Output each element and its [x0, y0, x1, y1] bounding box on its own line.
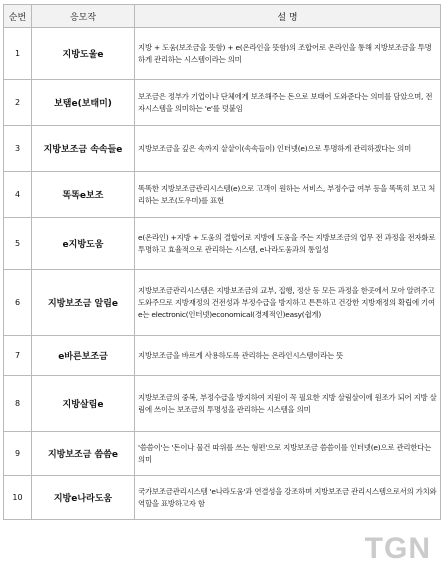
table-row: [4, 28, 441, 80]
row-desc: e(온라인) +지방 + 도움의 결합어로 지방에 도움을 주는 지방보조금의 업무 전 과정을 전자화로 투명하고 효율적으로 관리하는 시스템, e나라도움과의 통일성: [135, 218, 441, 270]
row-title: 지방보조금 속속들e: [32, 126, 135, 172]
table-row: [4, 476, 441, 520]
row-title: 보탬e(보태미): [32, 80, 135, 126]
row-desc: 지방보조금의 중복, 부정수급을 방지하여 지원이 꼭 필요한 지방 살림살이에 원조가 되어 지방 살림에 쓰이는 보조금의 투명성을 관리하는 시스템을 의미: [135, 376, 441, 432]
row-desc: 보조금은 정부가 기업이나 단체에게 보조해주는 돈으로 보태어 도와준다는 의미를 담았으며, 전자시스템을 의미하는 'e'를 덧붙임: [135, 80, 441, 126]
row-desc: 지방보조금을 깊은 속까지 샅샅이(속속들이) 인터넷(e)으로 투명하게 관리하겠다는 의미: [135, 126, 441, 172]
row-title: 지방보조금 씀씀e: [32, 432, 135, 476]
row-title: e지방도움: [32, 218, 135, 270]
row-desc: 똑똑한 지방보조금관리시스템(e)으로 고객이 원하는 서비스, 부정수급 여부 등을 똑똑히 보고 처리하는 보조(도우미)를 표현: [135, 172, 441, 218]
table-row: [4, 218, 441, 270]
row-no: 5: [4, 218, 32, 270]
table-row: [4, 376, 441, 432]
header-desc: 설 명: [135, 5, 441, 28]
row-title: 지방도울e: [32, 28, 135, 80]
row-no: 10: [4, 476, 32, 520]
watermark-logo: TGN: [364, 532, 431, 565]
table-row: [4, 126, 441, 172]
row-title: 지방보조금 알림e: [32, 270, 135, 336]
row-title: 지방살림e: [32, 376, 135, 432]
row-title: e바른보조금: [32, 336, 135, 376]
row-no: 4: [4, 172, 32, 218]
header-no: 순번: [4, 5, 32, 28]
row-title: 지방e나라도움: [32, 476, 135, 520]
header-row: [4, 5, 441, 28]
table-row: [4, 172, 441, 218]
row-no: 3: [4, 126, 32, 172]
row-no: 7: [4, 336, 32, 376]
header-title: 응모작: [32, 5, 135, 28]
row-desc: 지방보조금관리시스템은 지방보조금의 교부, 집행, 정산 등 모든 과정을 한곳에서 모아 알려주고 도와주므로 지방재정의 건전성과 부정수급을 방지하고 튼튼하고 건강한 지방재정의 확립에 기여 e는 electronic(인터넷)economical(경제적인)easy(쉽게): [135, 270, 441, 336]
table-row: [4, 270, 441, 336]
row-no: 1: [4, 28, 32, 80]
row-desc: 지방보조금을 바르게 사용하도록 관리하는 온라인시스템이라는 뜻: [135, 336, 441, 376]
row-title: 똑똑e보조: [32, 172, 135, 218]
row-no: 2: [4, 80, 32, 126]
table-row: [4, 80, 441, 126]
table-row: [4, 336, 441, 376]
row-desc: 지방 + 도움(보조금을 뜻함) + e(온라인을 뜻함)의 조합어로 온라인을 통해 지방보조금을 투명하게 관리하는 시스템이라는 의미: [135, 28, 441, 80]
row-no: 9: [4, 432, 32, 476]
row-desc: '씀씀이'는 '돈이나 물건 따위를 쓰는 형편'으로 지방보조금 씀씀이를 인터넷(e)으로 관리한다는 의미: [135, 432, 441, 476]
row-no: 6: [4, 270, 32, 336]
table-row: [4, 432, 441, 476]
row-no: 8: [4, 376, 32, 432]
row-desc: 국가보조금관리시스템 'e나라도움'과 연결성을 강조하며 지방보조금 관리시스템으로서의 가치와 역할을 표방하고자 함: [135, 476, 441, 520]
entries-table: [3, 4, 441, 520]
